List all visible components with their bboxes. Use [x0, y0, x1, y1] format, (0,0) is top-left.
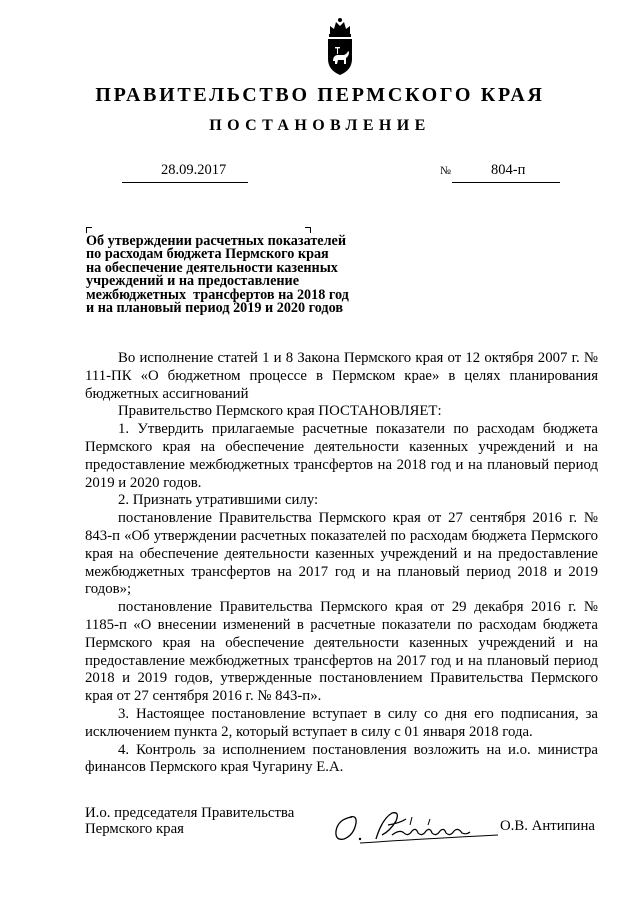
document-number: 804-п — [491, 162, 526, 178]
document-date: 28.09.2017 — [161, 162, 227, 178]
subject-line: межбюджетных трансфертов на 2018 год — [86, 286, 349, 303]
government-title: ПРАВИТЕЛЬСТВО ПЕРМСКОГО КРАЯ — [95, 84, 545, 106]
subject-line: на обеспечение деятельности казенных — [86, 259, 338, 276]
paragraph-resolves: Правительство Пермского края ПОСТАНОВЛЯЕТ: — [118, 403, 442, 420]
paragraph-item-3: 3. Настоящее постановление вступает в силу со дня его подписания, за исключением пункта 2, который вступает в силу с 01 января 2018 года. — [85, 705, 598, 740]
signer-position-line: Пермского края — [85, 820, 184, 837]
paragraph-repealed-1185: постановление Правительства Пермского края от 29 декабря 2016 г. № 1185-п «О внесении изменений в расчетные показатели по расходам бюджета Пермского края на обеспечение деятельности казенных учреждений и на предоставление межбюджетных трансфертов на 2017 год и на плановый период 2018 и 2019 годов, утвержденные постановлением Правительства Пермского края от 27 сентября 2016 г. № 843-п». — [85, 599, 598, 705]
subject-line: по расходам бюджета Пермского края — [86, 246, 329, 263]
number-sign: № — [440, 165, 451, 177]
signer-position-line: И.о. председателя Правительства — [85, 805, 295, 821]
paragraph-item-2: 2. Признать утратившими силу: — [118, 492, 319, 509]
subject-line: и на плановый период 2019 и 2020 годов — [86, 300, 344, 317]
signer-position — [85, 806, 294, 837]
subject-line: учреждений и на предоставление — [86, 273, 300, 290]
document-subject — [86, 235, 386, 315]
coat-of-arms-icon — [325, 14, 355, 76]
paragraph-repealed-843: постановление Правительства Пермского края от 27 сентября 2016 г. № 843-п «Об утверждении расчетных показателей по расходам бюджета Пермского края на обеспечение деятельности казенных учреждений и на предоставление межбюджетных трансфертов на 2017 год и на плановый период 2018 и 2019 годов»; — [85, 510, 598, 598]
signer-name: О.В. Антипина — [500, 818, 595, 834]
paragraph-item-4: 4. Контроль за исполнением постановления возложить на и.о. министра финансов Пермского края Чугарину Е.А. — [85, 741, 598, 776]
subject-line: Об утверждении расчетных показателей — [86, 233, 347, 249]
document-body — [85, 350, 598, 777]
document-type: ПОСТАНОВЛЕНИЕ — [209, 117, 431, 134]
handwritten-signature-icon — [330, 805, 502, 849]
paragraph-item-1: 1. Утвердить прилагаемые расчетные показатели по расходам бюджета Пермского края на обеспечение деятельности казенных учреждений и на предоставление межбюджетных трансфертов на 2018 год и на плановый период 2019 и 2020 годов. — [85, 421, 598, 491]
paragraph-preamble: Во исполнение статей 1 и 8 Закона Пермского края от 12 октября 2007 г. № 111-ПК «О бюджетном процессе в Пермском крае» в целях планирования бюджетных ассигнований — [85, 350, 598, 402]
